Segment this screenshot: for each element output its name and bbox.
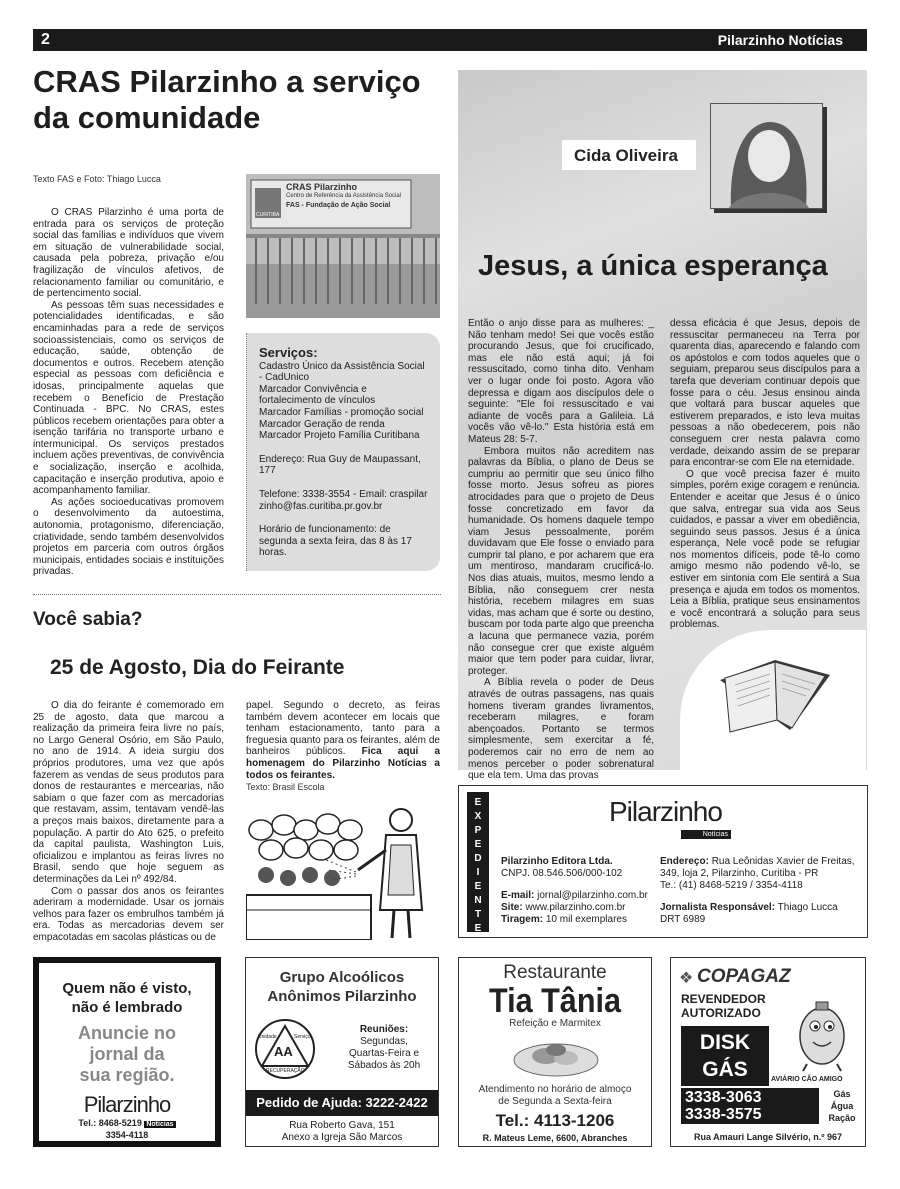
ad3-hours [459, 1084, 651, 1108]
column-paragraph: dessa eficácia é que Jesus, depois de ressuscitar permaneceu na Terra por quarenta dias, aparecendo e falando com os apóstolos e com todos aqueles que o seguiam, preparou seus discípulos para a tarefa que deveriam continuar depois que fosse para o céu. Jesus ensinou ainda que voltará para buscar aqueles que estiverem preparados, e isto leva muitas pessoas a não obedecerem, pois não conseguem crer nesta palavra como verdade, deixando assim de se preparar para encontrar-se com Ele na eternidade. [670, 318, 860, 469]
aa-logo-icon [254, 1018, 316, 1080]
expediente-box [458, 785, 868, 938]
ad4-shop: AVIÁRIO CÃO AMIGO [771, 1076, 843, 1083]
company-email: jornal@pilarzinho.com.br [537, 890, 648, 901]
ad4-items [819, 1088, 865, 1124]
ad1-tel2: 3354-4118 [105, 1130, 149, 1140]
ad4-dealer [681, 992, 766, 1020]
company-site-line [501, 902, 671, 914]
ad3-hours-line: Atendimento no horário de almoço [478, 1084, 632, 1095]
voce-sabia-paragraph: O dia do feirante é comemorado em 25 de agosto, data que marcou a realização da primeira feira livre no país, no Largo General Osório, em São Paulo, no ano de 1914. A ideia surgiu dos próprios produtores, uma vez que após fazerem as vendas de seus produtos para donos de restaurantes e mercearias, não sabiam o que fazer com as mercadorias que restavam, assim, tentavam vendê-las a preços mais baixos, diretamente para a população. A partir do Ato 625, o prefeito da capital paulista, Washington Luis, oficializou e implantou as feiras livres no Brasil, sendo que hoje seguem as determinações da Lei nº 492/84. [33, 700, 224, 885]
ad1-tel [39, 1118, 215, 1130]
ad4-tel-line: 3338-3575 [685, 1106, 762, 1123]
ad4-disk-line: DISK [699, 1031, 751, 1054]
sign-subtitle: Centro de Referência da Assistência Social [286, 193, 402, 199]
section-divider [33, 594, 441, 595]
voce-sabia-text: papel. Segundo o decreto, as feiras também devem acontecer em locais que tenham estacionamento, tanto para a freguesia quanto para os feirantes, além de banheiros públicos. [246, 700, 440, 758]
editor-label: Jornalista Responsável: [660, 902, 776, 913]
ad3-line2: Refeição e Marmitex [509, 1018, 601, 1029]
services-hours: Horário de funcionamento: de segunda a sexta feira, das 8 às 17 horas. [259, 524, 412, 559]
article-credit: Texto FAS e Foto: Thiago Lucca [33, 174, 161, 184]
expediente-letter: E [474, 839, 482, 850]
ad3-name: Tia Tânia [488, 982, 622, 1020]
ad3-address: R. Mateus Leme, 6600, Abranches [482, 1133, 628, 1143]
address-label: Endereço: [660, 856, 709, 867]
ad2-addr-line: Anexo a Igreja São Marcos [281, 1132, 403, 1143]
expediente-letter: E [474, 881, 482, 892]
email-label: E-mail: [501, 890, 535, 901]
ad2-help: Pedido de Ajuda: 3222-2422 [246, 1090, 438, 1116]
ad1-tel-label: Tel.: [78, 1118, 97, 1128]
editor-line [660, 902, 865, 914]
service-item: Marcador Convivência e fortalecimento de vínculos [259, 383, 376, 407]
company-address: Rua Leônidas Xavier de Freitas, 349, loja 2, Pilarzinho, Curitiba - PR [660, 856, 855, 879]
ad4-item: Gás [833, 1089, 851, 1099]
column-paragraph: Embora muitos não acreditem nas palavras da Bíblia, o plano de Deus se cumpriu ao permitir que seu único filho fosse morto. Jesus sofreu as piores atrocidades para que o projeto de Deus fosse concretizado em favor da humanidade. Os homens daquele tempo viam Jesus pessoalmente, porém duvidavam que Ele fosse o enviado para cumprir tal plano, e por acharem que era um mentiroso, mandaram crucificá-lo. Nos dias atuais, muitos, mesmo lendo a Bíblia, não conseguem crer nesta história, recebem milagres em suas vidas, mas acham que é sorte ou destino, buscam por toda parte algo que preencha a lacuna que permanece vazia, porém não consegue crer que existe alguém maior que tem poder para cuidar, livrar, proteger. [468, 445, 654, 677]
article-title-line2: da comunidade [33, 100, 261, 135]
ad4-address: Rua Amauri Lange Silvério, n.º 967 [694, 1132, 842, 1142]
services-address: Endereço: Rua Guy de Maupassant, 177 [259, 453, 421, 477]
services-phone: Telefone: 3338-3554 - Email: craspilarzinho@fas.curitiba.pr.gov.br [259, 488, 428, 512]
expediente-letter: I [476, 867, 480, 878]
article-title [33, 64, 453, 136]
column-paragraph: Então o anjo disse para as mulheres: _ Não tenham medo! Sei que vocês estão procurando Jesus, que foi crucificado, mas ele não está aqui; já foi ressuscitado, como tinha dito. Venham ver o lugar onde foi posto. Agora vão depressa e digam aos discípulos dele o seguinte: "Ele foi ressuscitado e vai adiante de vocês para a Galileia. Lá vocês vão vê-lo." Esta história está em Mateus 28: 5-7. [468, 318, 654, 445]
ad-alcoolicos [245, 957, 439, 1147]
voce-sabia-title: 25 de Agosto, Dia do Feirante [50, 656, 345, 679]
food-plate-graphic [511, 1036, 601, 1078]
ad1-logo: Pilarzinho [83, 1092, 171, 1117]
ad1-cta-line: sua região. [79, 1065, 175, 1085]
ad4-item: Água [830, 1101, 854, 1111]
article-paragraph: As ações socioeducativas promovem o desenvolvimento da autoestima, autonomia, protagonismo, diferenciação, criatividade, sendo também desenvolvidos projetos em parceria com outros órgãos municipais, entidades sociais e instituições privadas. [33, 496, 224, 578]
bible-image-frame [680, 630, 866, 770]
ad4-dealer-line: REVENDEDOR [681, 992, 766, 1006]
ad1-tel1: 8468-5219 [98, 1118, 142, 1128]
ad4-disk-box [681, 1026, 769, 1086]
article-paragraph: As pessoas têm suas necessidades e potencialidades identificadas, e são encaminhadas para a rede de serviços socioassistenciais, como os serviços de educação, saúde, obtenção de documentos e outros. Recebem atenção especial as pessoas com deficiência e idosas, principalmente aquelas que recebem o Benefício de Prestação Continuada - BPC. No CRAS, estes públicos recebem orientações para obter a isenção tarifária no transporte urbano e intermunicipal. Os serviços prestados incluem ações preventivas, de convivência e socialização, inserção e acolhida, capacitação e inserção produtiva, apoio e acompanhamento familiar. [33, 299, 224, 497]
editor-drt: DRT 6989 [660, 914, 706, 925]
company-site: www.pilarzinho.com.br [525, 902, 626, 913]
ad-restaurante [458, 957, 652, 1147]
company-print-line [501, 914, 671, 926]
expediente-logo: Pilarzinho [609, 796, 722, 827]
aa-logo-bottom: RECUPERAÇÃO [266, 1068, 305, 1074]
expediente-letter: E [474, 923, 482, 934]
expediente-left [501, 856, 671, 926]
ad2-meet-label: Reuniões: [359, 1024, 409, 1035]
column-paragraph: A Bíblia revela o poder de Deus através de outras passagens, nas quais homens tiveram grandes livramentos, receberam milagres, e foram abençoados. Portanto se termos simplesmente, sem exercitar a fé, poderemos cair no erro de nem ao menos perceber o poder sobrenatural que ela tem. Uma das provas [468, 677, 654, 782]
ad2-address [246, 1120, 438, 1144]
ad2-addr-line: Rua Roberto Gava, 151 [289, 1120, 395, 1131]
expediente-letter: E [474, 797, 482, 808]
sign-title: CRAS Pilarzinho [286, 182, 358, 192]
company-address-line [660, 856, 865, 880]
service-item: Marcador Projeto Família Curitibana [259, 430, 420, 442]
ad2-meet-line: Quartas-Feira e [348, 1048, 420, 1059]
company-name: Pilarzinho Editora Ltda. [501, 856, 613, 867]
ad4-disk-line: GÁS [702, 1058, 748, 1081]
ad1-cta-line: Anuncie no [78, 1023, 176, 1043]
ad1-logo-sub: Notícias [146, 1121, 174, 1128]
aa-logo-right: Serviço [294, 1034, 311, 1040]
article-paragraph: O CRAS Pilarzinho é uma porta de entrada para os serviços de proteção social das famílias e indivíduos que vivem em situação de vulnerabilidade social, causada pela pobreza, privação e/ou fragilização de vínculos afetivos, de relacionamento familiar ou comunitário, e de pertencimento social. [33, 207, 224, 300]
expediente-right [660, 856, 865, 926]
aa-logo-text: AA [274, 1044, 293, 1059]
ad3-tel: Tel.: 4113-1206 [495, 1111, 615, 1130]
site-label: Site: [501, 902, 523, 913]
copagaz-flame-icon: ❖ [679, 970, 694, 987]
ad1-cta-line: jornal da [89, 1044, 165, 1064]
ad1-line: não é lembrado [71, 999, 183, 1016]
voce-sabia-heading: Você sabia? [33, 609, 143, 630]
ad4-item: Ração [828, 1113, 856, 1123]
ad2-meetings [338, 1024, 430, 1072]
article-title-line1: CRAS Pilarzinho a serviço [33, 64, 421, 99]
ad4-dealer-line: AUTORIZADO [681, 1006, 761, 1020]
column-paragraph: O que você precisa fazer é muito simples, porém exige coragem e renúncia. Entender e aceitar que Jesus é o único que salva, entregar sua vida aos Seus cuidados, e passar a viver em obediência, seguindo seus passos. Jesus é a única esperança, Nele você pode se refugiar nos momentos difíceis, pode tê-lo como amigo mesmo não podendo vê-lo, se estiver em sintonia com Ele sentirá a Sua presença e ajuda em todos os momentos. Leia a Bíblia, pratique seus ensinamentos e você encontrará a solução para seus problemas. [670, 468, 860, 631]
voce-sabia-credit: Texto: Brasil Escola [246, 782, 325, 792]
expediente-letter: D [474, 853, 482, 864]
expediente-vertical-label [467, 792, 489, 932]
ad3-line1: Restaurante [503, 962, 607, 983]
expediente-letter: X [474, 811, 482, 822]
voce-sabia-col2 [246, 700, 440, 781]
ad-copagaz [670, 957, 866, 1147]
ad2-title-line: Grupo Alcoólicos [279, 969, 405, 986]
vendor-illustration [246, 800, 440, 940]
ad2-title-line: Anônimos Pilarzinho [267, 988, 417, 1005]
ad3-hours-line: de Segunda a Sexta-feira [498, 1096, 612, 1107]
author-photo [710, 103, 823, 209]
company-email-line [501, 890, 671, 902]
service-item: Cadastro Único da Assistência Social - CadUnico [259, 360, 425, 384]
ad-anuncie [33, 957, 221, 1147]
company-tel: Te.: (41) 8468-5219 / 3354-4118 [660, 880, 803, 891]
expediente-logo-sub: Notícias [681, 830, 731, 839]
column-author: Cida Oliveira [574, 146, 678, 165]
article-body [33, 207, 224, 578]
ad4-tel-line: 3338-3063 [685, 1089, 762, 1106]
ad2-meet-line: Segundas, [360, 1036, 408, 1047]
gas-mascot-graphic [789, 996, 855, 1072]
expediente-letter: T [474, 909, 482, 920]
sign-fas: FAS - Fundação de Ação Social [286, 202, 391, 209]
gas-mascot-icon [789, 996, 855, 1072]
ad4-tels [685, 1089, 781, 1123]
page-header-bar [33, 29, 867, 51]
bible-icon [680, 630, 866, 770]
column-title: Jesus, a única esperança [478, 250, 828, 282]
column-right-text [670, 318, 860, 631]
print-label: Tiragem: [501, 914, 544, 925]
service-item: Marcador Famílias - promoção social [259, 406, 424, 418]
aa-logo-left: Unidade [258, 1034, 277, 1040]
ad1-cta [39, 1023, 215, 1086]
publication-name: Pilarzinho Notícias [717, 32, 843, 48]
page-number: 2 [41, 31, 50, 48]
ad1-headline [39, 979, 215, 1017]
services-title: Serviços: [259, 345, 318, 360]
expediente-letter: P [474, 825, 482, 836]
vendor-drawing [246, 800, 440, 940]
company-print: 10 mil exemplares [545, 914, 627, 925]
cras-photo [246, 174, 440, 318]
expediente-letter: N [474, 895, 482, 906]
sign-logo-text: CURITIBA [256, 212, 280, 218]
voce-sabia-col1 [33, 700, 224, 943]
ad4-brand: COPAGAZ [697, 966, 791, 987]
service-item: Marcador Geração de renda [259, 418, 385, 430]
column-left-text [468, 318, 654, 782]
voce-sabia-paragraph [246, 700, 440, 781]
voce-sabia-paragraph: Com o passar dos anos os feirantes aderiram a modernidade. Usar os jornais velhos para fazer os embrulhos também já era. Todas as mercadorias devem ser empacotadas em sacolas plásticas ou de [33, 885, 224, 943]
ad2-meet-line: Sábados às 20h [347, 1060, 421, 1071]
voce-sabia-homage: Fica aqui a homenagem do Pilarzinho Notícias a todos os feirantes. [246, 746, 441, 781]
ad2-title [246, 968, 438, 1006]
author-photo-graphic [711, 104, 822, 208]
company-cnpj: CNPJ. 08.546.506/000-102 [501, 868, 623, 879]
services-box [246, 333, 440, 571]
food-plate-icon [511, 1036, 601, 1078]
ad1-line: Quem não é visto, [62, 980, 192, 997]
editor-name: Thiago Lucca [777, 902, 838, 913]
